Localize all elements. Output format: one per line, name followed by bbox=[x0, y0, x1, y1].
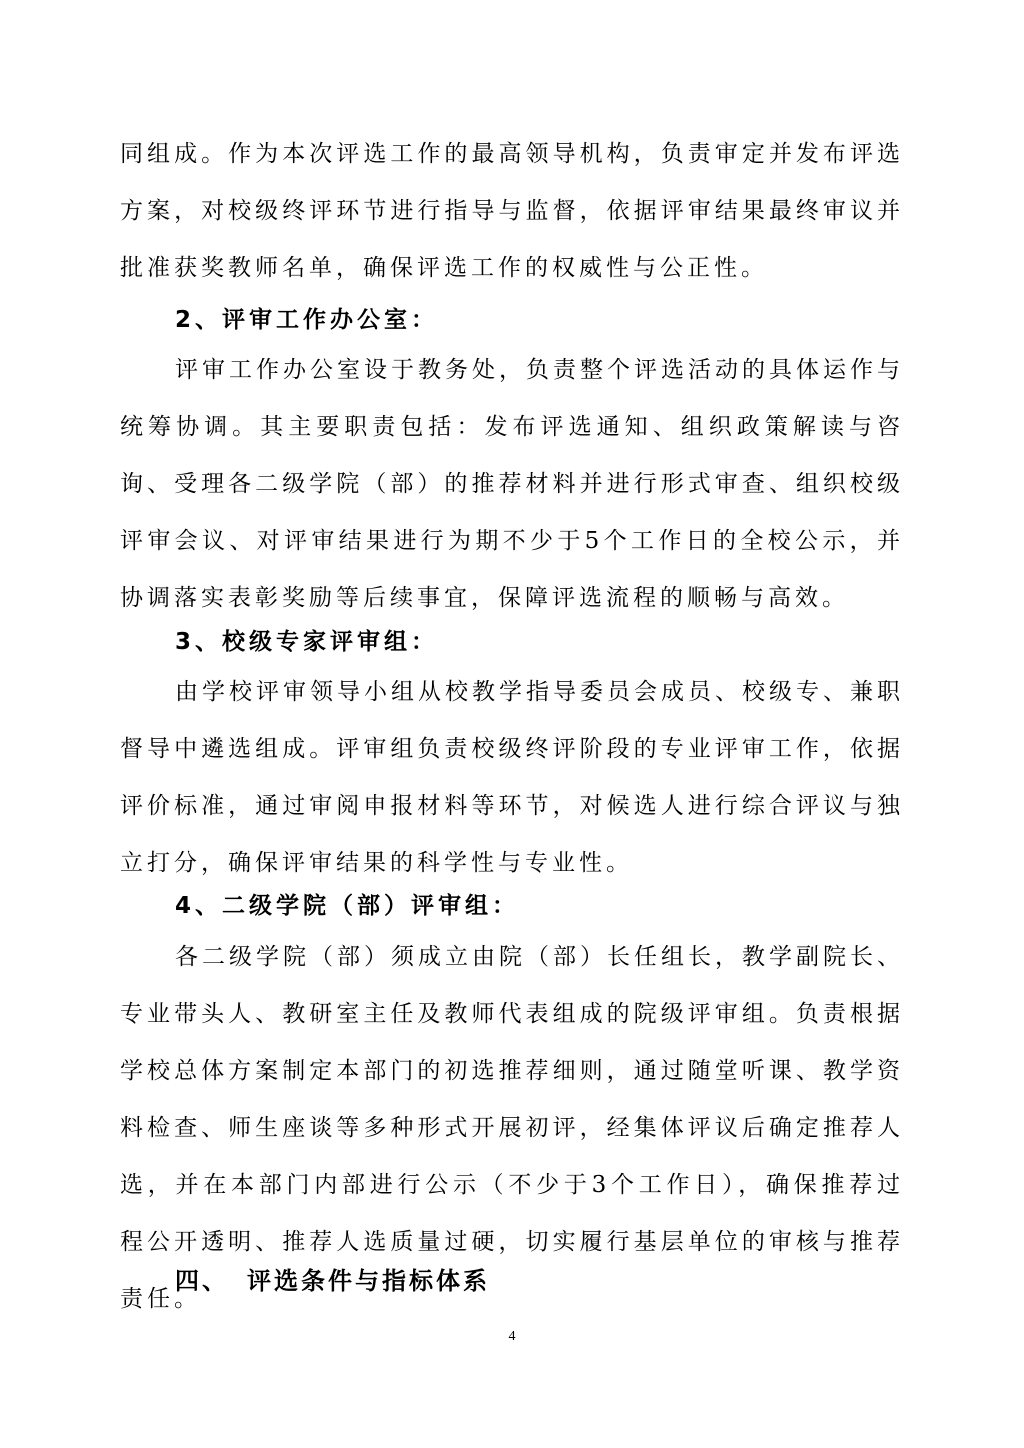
paragraph-leadership-group: 同组成。作为本次评选工作的最高领导机构，负责审定并发布评选方案，对校级终评环节进行指导与监督，依据评审结果最终审议并批准获奖教师名单，确保评选工作的权威性与公正性。 bbox=[120, 141, 904, 281]
paragraph-review-office: 评审工作办公室设于教务处，负责整个评选活动的具体运作与统筹协调。其主要职责包括：发布评选通知、组织政策解读与咨询、受理各二级学院（部）的推荐材料并进行形式审查、组织校级评审会议、对评审结果进行为期不少于5个工作日的全校公示，并协调落实表彰奖励等后续事宜，保障评选流程的顺畅与高效。 bbox=[120, 357, 904, 611]
page-number: 4 bbox=[508, 1329, 516, 1344]
subheading-expert-panel: 3、校级专家评审组： bbox=[175, 629, 439, 655]
section-title: 评选条件与指标体系 bbox=[247, 1267, 490, 1295]
section-heading bbox=[175, 1253, 490, 1310]
section-number: 四、 bbox=[175, 1267, 229, 1295]
subheading-college-panel: 4、二级学院（部）评审组： bbox=[175, 893, 520, 919]
subheading-review-office: 2、评审工作办公室： bbox=[175, 307, 439, 333]
paragraph-college-panel: 各二级学院（部）须成立由院（部）长任组长，教学副院长、专业带头人、教研室主任及教师代表组成的院级评审组。负责根据学校总体方案制定本部门的初选推荐细则，通过随堂听课、教学资料检查、师生座谈等多种形式开展初评，经集体评议后确定推荐人选，并在本部门内部进行公示（不少于3个工作日），确保推荐过程公开透明、推荐人选质量过硬，切实履行基层单位的审核与推荐责任。 bbox=[120, 944, 904, 1312]
paragraph-expert-panel: 由学校评审领导小组从校教学指导委员会成员、校级专、兼职督导中遴选组成。评审组负责校级终评阶段的专业评审工作，依据评价标准，通过审阅申报材料等环节，对候选人进行综合评议与独立打分，确保评审结果的科学性与专业性。 bbox=[120, 679, 904, 876]
